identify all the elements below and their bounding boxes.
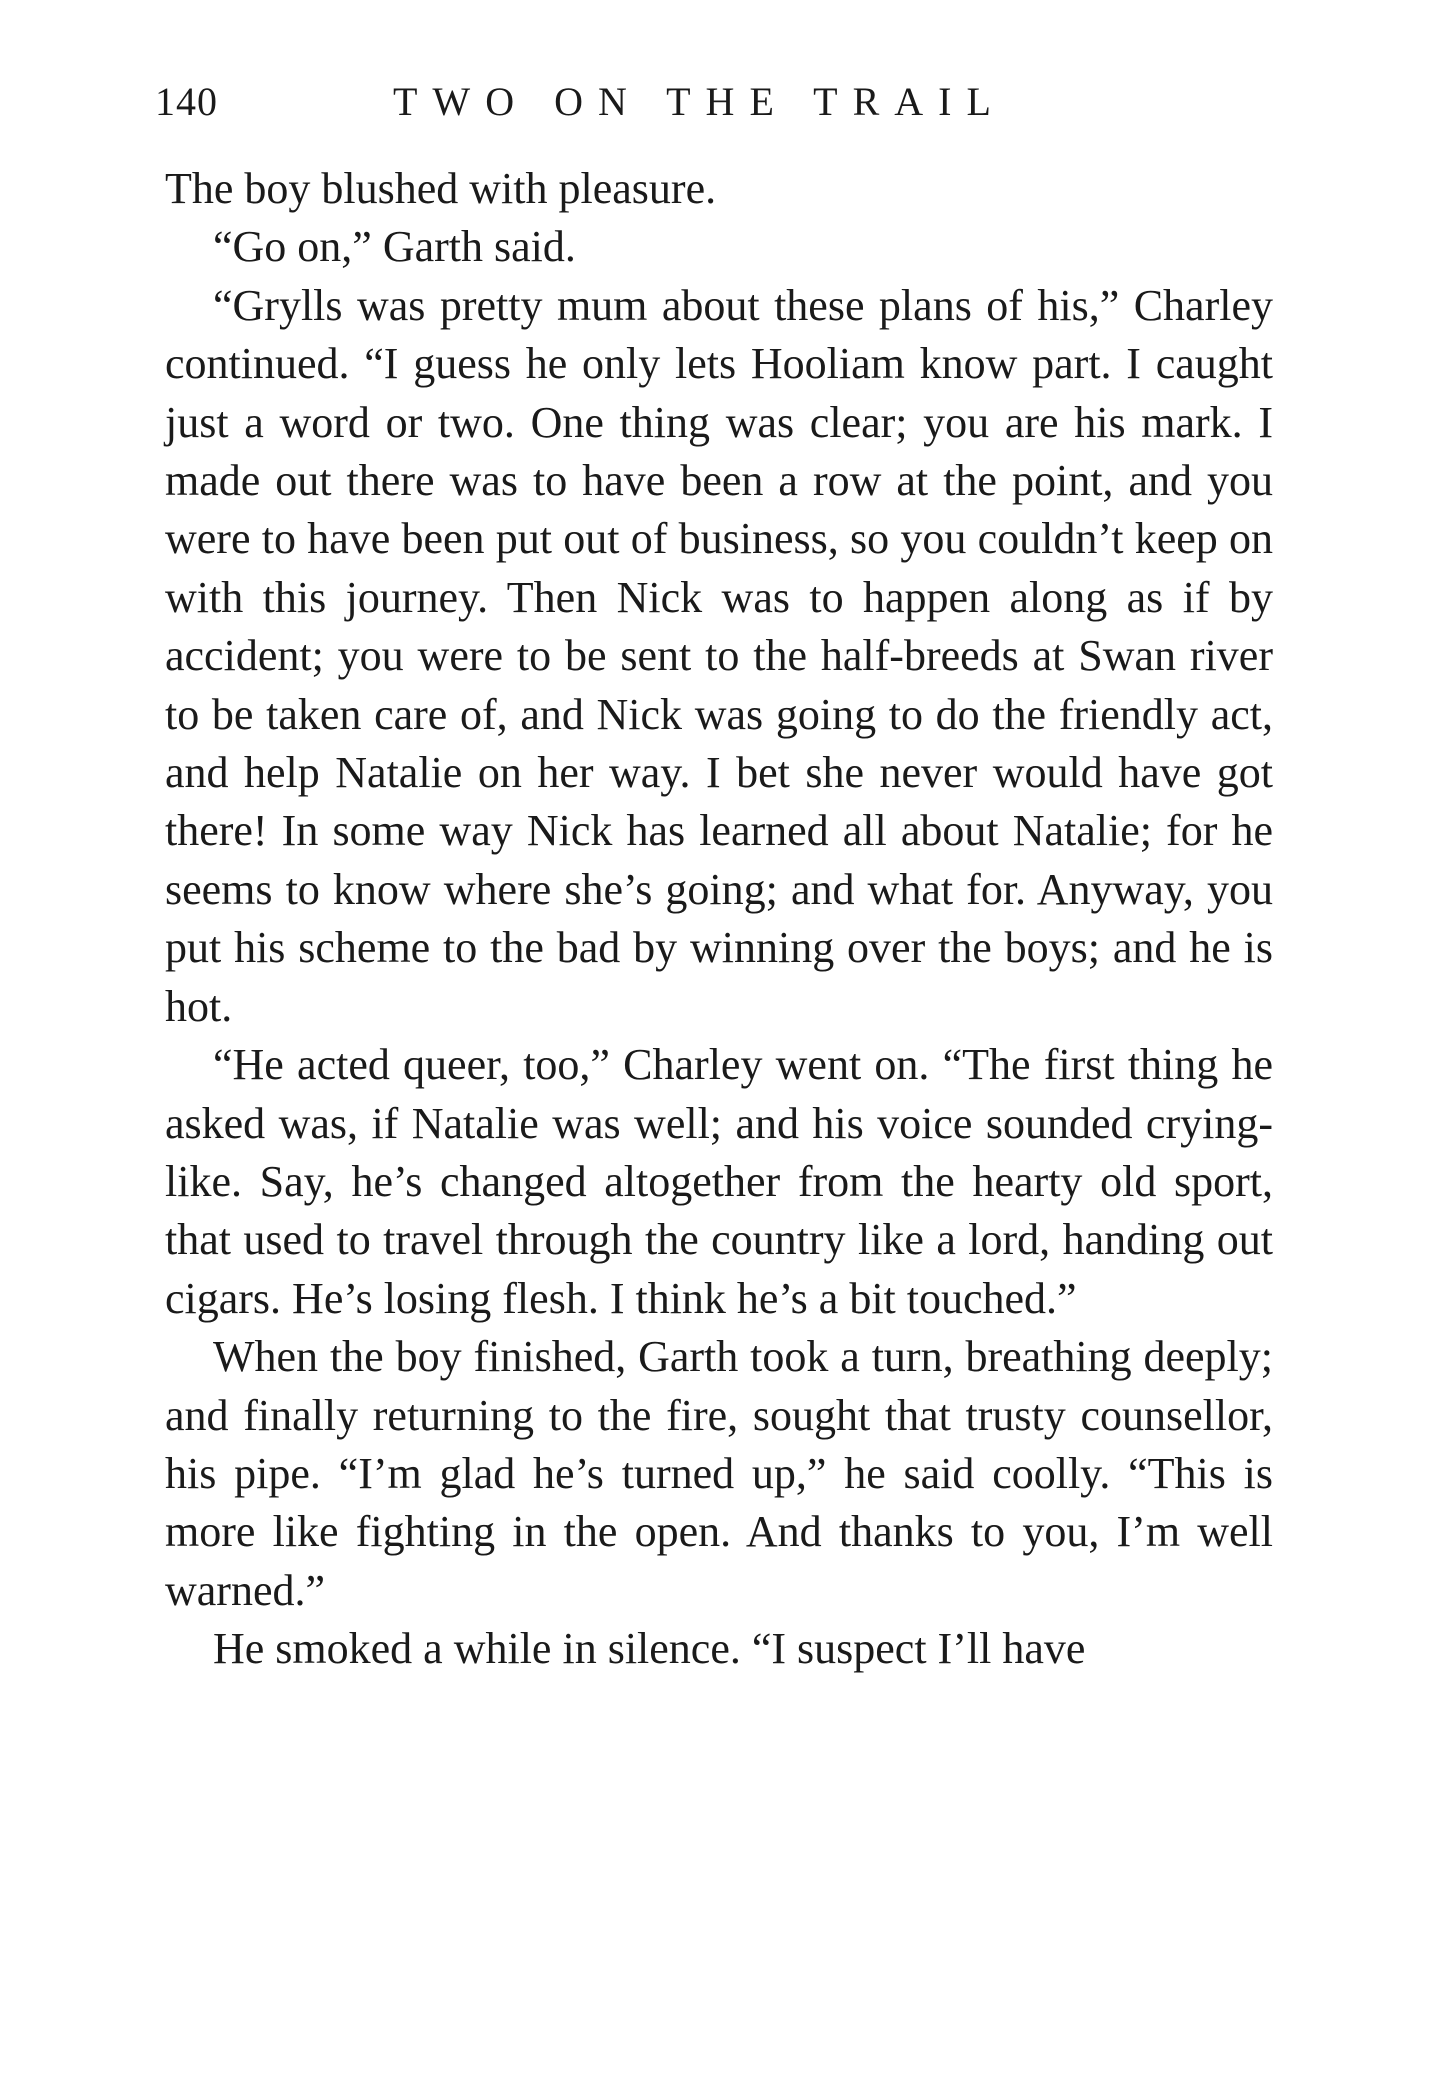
page-number: 140: [155, 79, 218, 124]
paragraph: “Go on,” Garth said.: [213, 222, 576, 272]
paragraph: The boy blushed with pleasure.: [165, 164, 717, 213]
running-title: TWO ON THE TRAIL: [393, 79, 1006, 124]
paragraph: He smoked a while in silence. “I suspect I’ll have: [213, 1624, 1086, 1674]
body-text: [165, 160, 1273, 1679]
paragraph: When the boy finished, Garth took a turn, breathing deeply; and finally returning to the fire, sought that trusty counsellor, his pipe. “I’m glad he’s turned up,” he said coolly. “This is more like fighting in the open. And thanks to you, I’m well warned.”: [165, 1332, 1273, 1615]
running-head: [155, 78, 1275, 138]
paragraph: “He acted queer, too,” Charley went on. “The first thing he asked was, if Natalie was well; and his voice sounded crying-like. Say, he’s changed altogether from the hearty old sport, that used to travel through the country like a lord, handing out cigars. He’s losing flesh. I think he’s a bit touched.”: [165, 1040, 1273, 1323]
paragraph: “Grylls was pretty mum about these plans of his,” Charley continued. “I guess he only lets Hooliam know part. I caught just a word or two. One thing was clear; you are his mark. I made out there was to have been a row at the point, and you were to have been put out of business, so you couldn’t keep on with this journey. Then Nick was to happen along as if by accident; you were to be sent to the half-breeds at Swan river to be taken care of, and Nick was going to do the friendly act, and help Natalie on her way. I bet she never would have got there! In some way Nick has learned all about Natalie; for he seems to know where she’s going; and what for. Anyway, you put his scheme to the bad by winning over the boys; and he is hot.: [165, 280, 1273, 1031]
